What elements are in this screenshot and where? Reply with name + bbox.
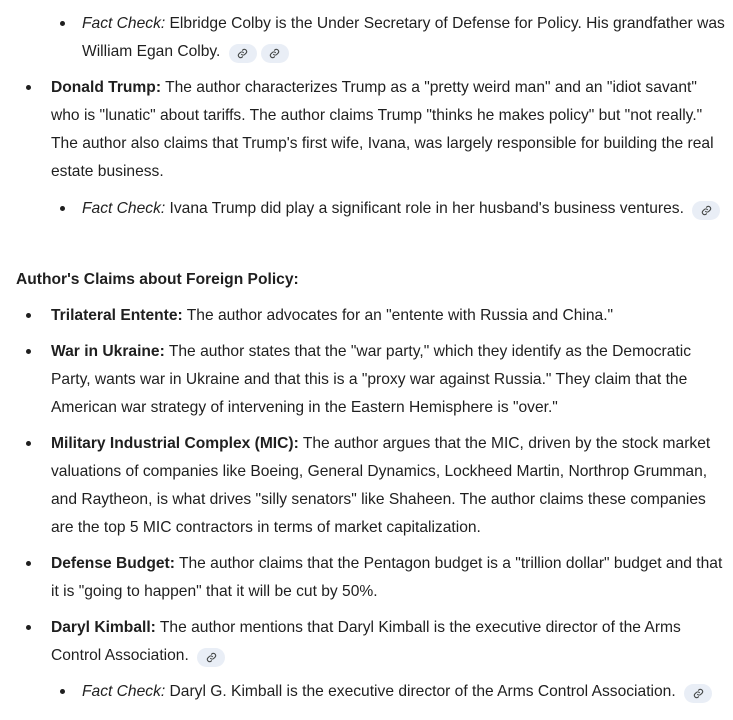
section-heading: Author's Claims about Foreign Policy:: [16, 271, 299, 288]
item-text: The author characterizes Trump as a "pretty weird man" and an "idiot savant" who is "lunatic" about tariffs. The author claims Trump "thinks he makes policy" but "not really." The author also claims that Trump's first wife, Ivana, was largely responsible for building the real estate business.: [51, 79, 714, 180]
link-icon: [237, 48, 248, 59]
item-text: Elbridge Colby is the Under Secretary of Defense for Policy. His grandfather was William Egan Colby.: [82, 15, 725, 60]
fact-check-label: Fact Check:: [82, 200, 166, 217]
bullet: [60, 689, 65, 694]
bullet: [26, 441, 31, 446]
list-item: [82, 678, 727, 706]
source-link-chip[interactable]: [692, 201, 720, 220]
list-item: [51, 614, 723, 670]
item-text: The author argues that the MIC, driven by the stock market valuations of companies like Boeing, General Dynamics, Lockheed Martin, Northrop Grumman, and Raytheon, is what drives "silly senators" like Shaheen. The author claims these companies are the top 5 MIC contractors in terms of market capitalization.: [51, 435, 711, 536]
link-icon: [701, 205, 712, 216]
bullet: [26, 561, 31, 566]
item-label: Military Industrial Complex (MIC):: [51, 435, 299, 452]
bullet: [60, 206, 65, 211]
item-text: The author states that the "war party," which they identify as the Democratic Party, wants war in Ukraine and that this is a "proxy war against Russia." They claim that the American war strategy of intervening in the Eastern Hemisphere is "over.": [51, 343, 692, 416]
source-link-chip[interactable]: [261, 44, 289, 63]
item-text: The author claims that the Pentagon budget is a "trillion dollar" budget and that it is "going to happen" that it will be cut by 50%.: [51, 555, 723, 600]
list-item: [51, 338, 723, 422]
item-label: War in Ukraine:: [51, 343, 165, 360]
bullet: [60, 21, 65, 26]
list-item: [82, 195, 727, 223]
item-text: Daryl G. Kimball is the executive director of the Arms Control Association.: [165, 683, 676, 700]
link-icon: [269, 48, 280, 59]
fact-check-label: Fact Check:: [82, 683, 166, 700]
item-label: Daryl Kimball:: [51, 619, 156, 636]
source-link-chip[interactable]: [197, 648, 225, 667]
item-text: The author advocates for an "entente with Russia and China.": [182, 307, 614, 324]
source-link-chip[interactable]: [684, 684, 712, 703]
bullet: [26, 85, 31, 90]
list-item: [51, 430, 723, 542]
list-item: [51, 550, 723, 606]
fact-check-label: Fact Check:: [82, 15, 166, 32]
item-text: The author mentions that Daryl Kimball is the executive director of the Arms Control Association.: [51, 619, 681, 664]
link-icon: [693, 688, 704, 699]
list-item: [51, 302, 723, 330]
list-item: [82, 10, 727, 66]
item-label: Defense Budget:: [51, 555, 175, 572]
item-label: Donald Trump:: [51, 79, 162, 96]
bullet: [26, 625, 31, 630]
link-icon: [206, 652, 217, 663]
item-label: Trilateral Entente:: [51, 307, 183, 324]
source-link-chip[interactable]: [229, 44, 257, 63]
bullet: [26, 349, 31, 354]
list-item: [51, 74, 723, 186]
bullet: [26, 313, 31, 318]
item-text: Ivana Trump did play a significant role in her husband's business ventures.: [165, 200, 684, 217]
